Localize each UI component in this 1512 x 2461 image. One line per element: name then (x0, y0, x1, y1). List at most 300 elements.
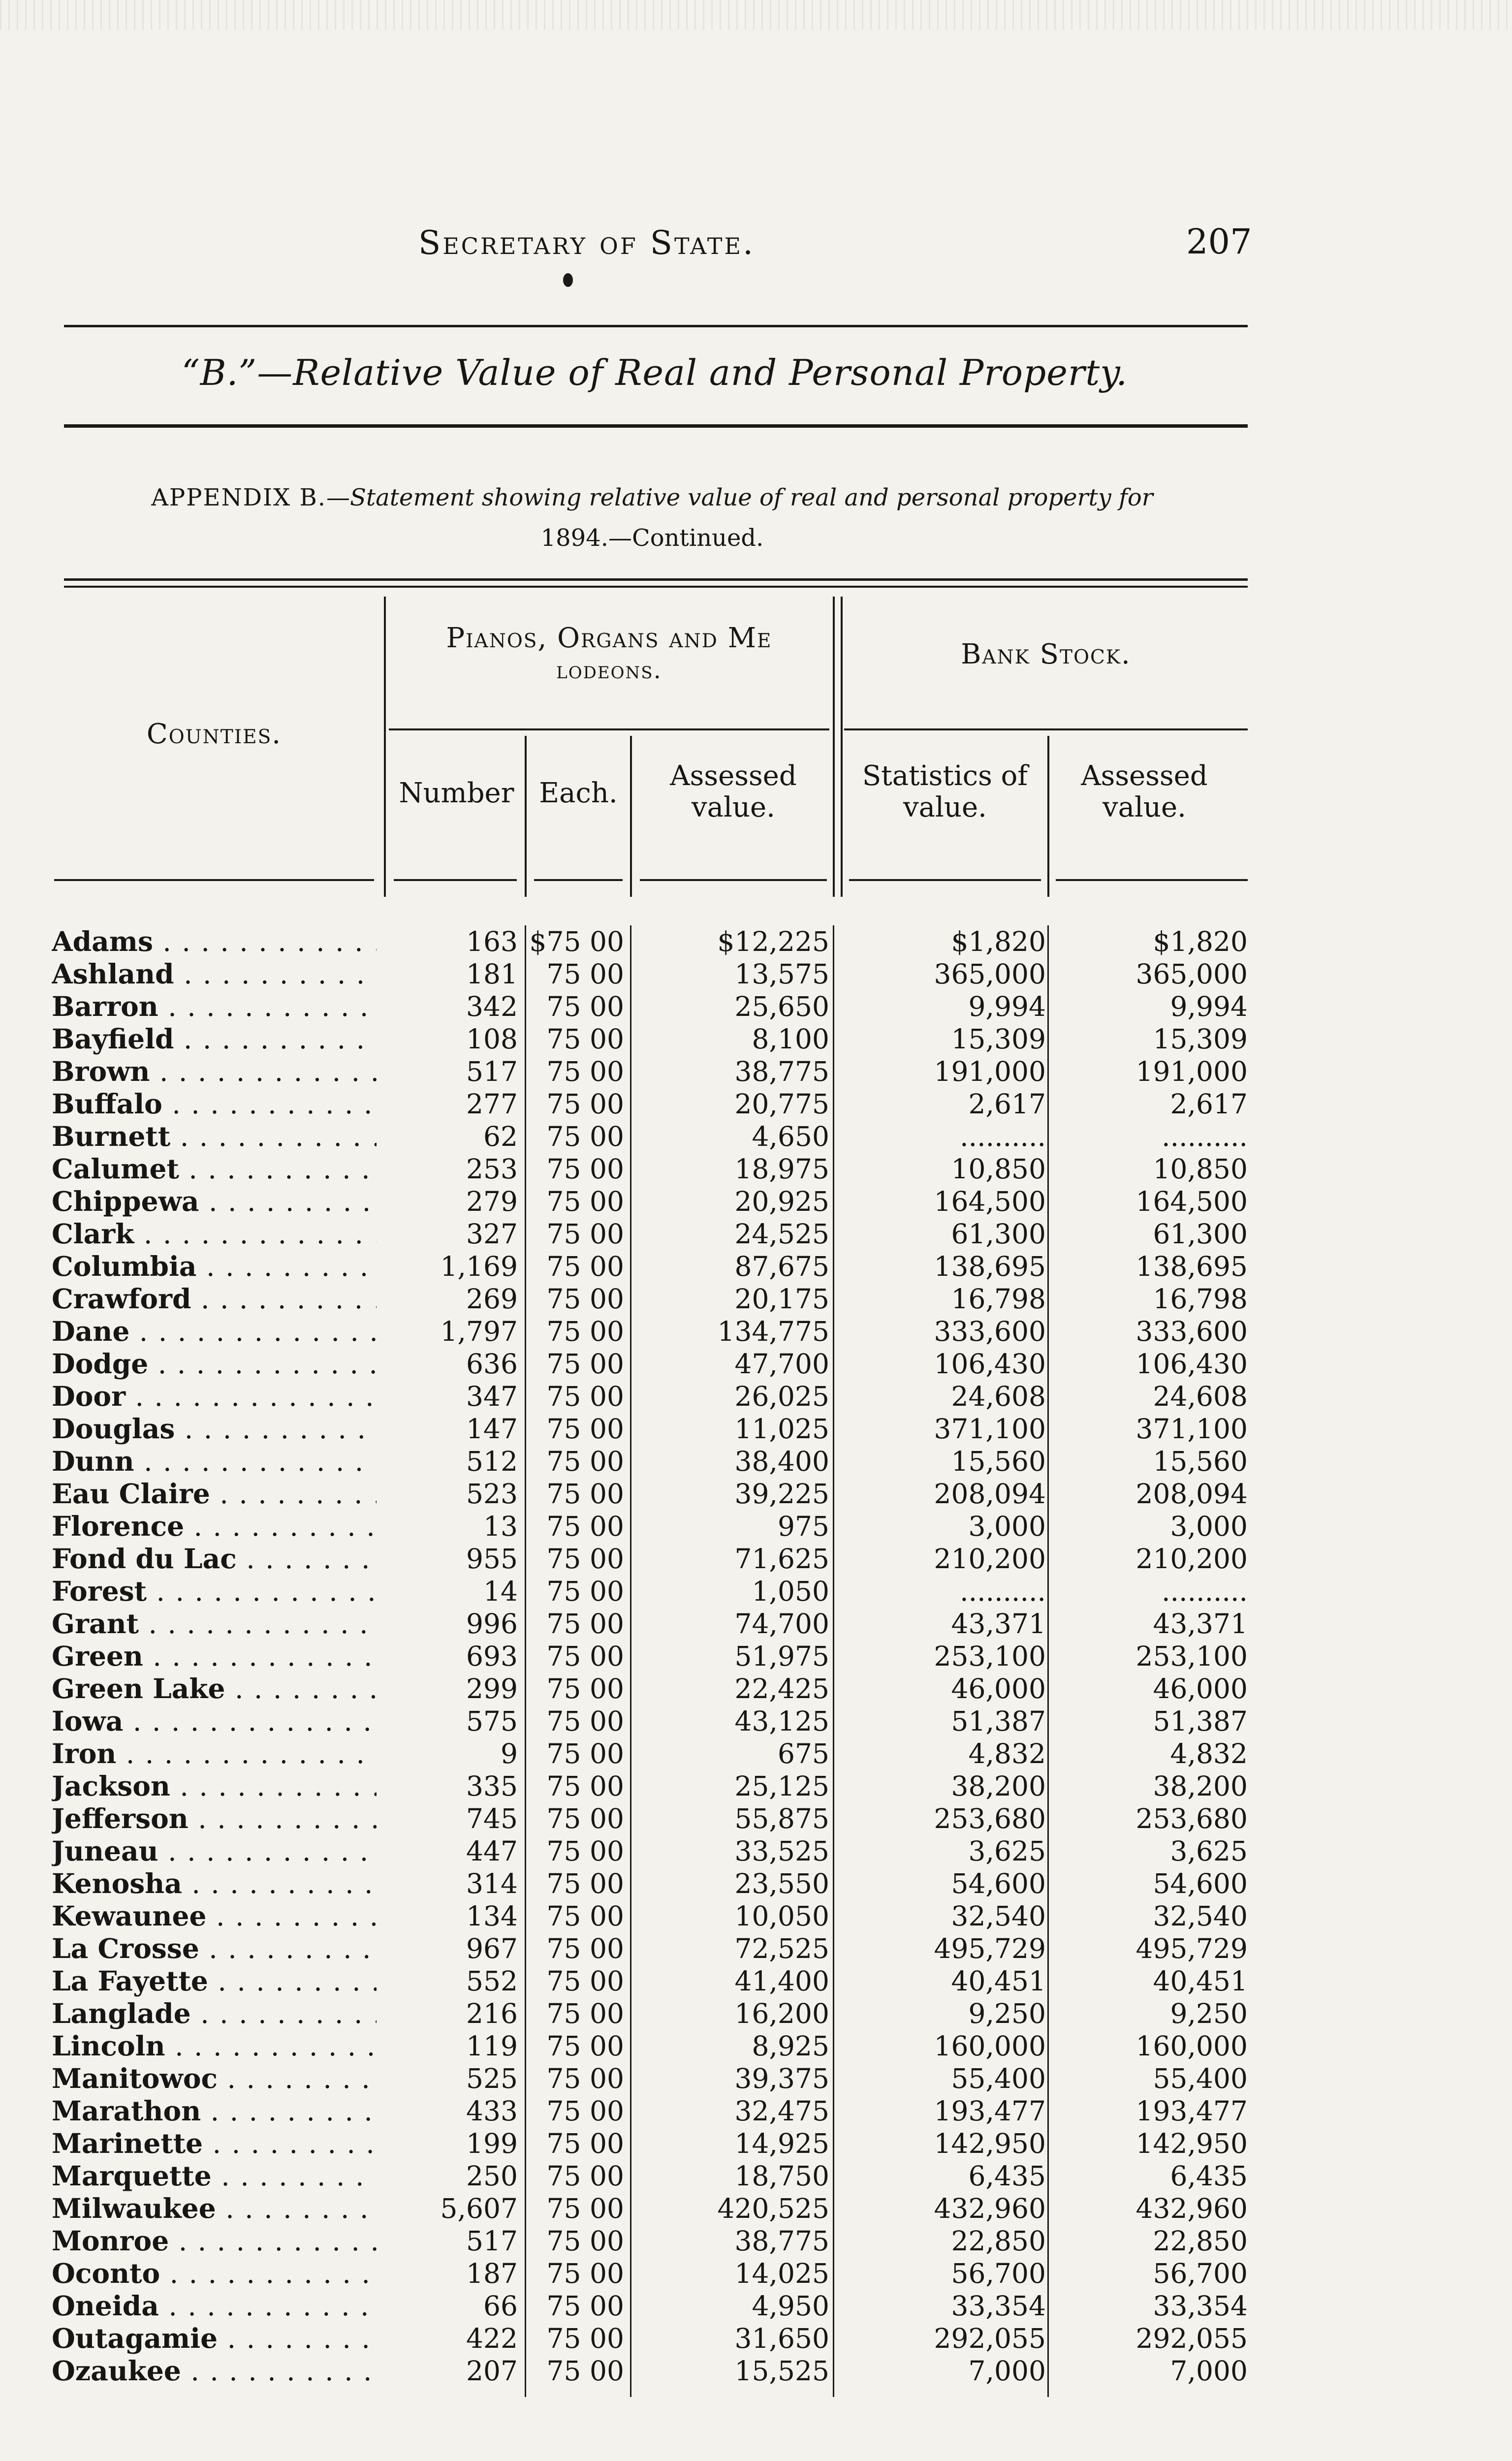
each-cell: 75 00 (546, 2095, 624, 2127)
statistics-of-value-cell: 46,000 (951, 1673, 1046, 1704)
assessed-value-cell: 87,675 (734, 1251, 829, 1282)
number-cell: 575 (466, 1705, 518, 1737)
header-each: Each. (539, 777, 618, 809)
assessed-value-cell: 1,050 (752, 1576, 829, 1607)
number-cell: 13 (483, 1511, 518, 1542)
county-cell: Oneida . . . (52, 2290, 377, 2322)
table-row (0, 1380, 1512, 1413)
statistics-of-value-cell: $1,820 (951, 926, 1046, 957)
bank-assessed-value-cell: 160,000 (1135, 2030, 1248, 2062)
table-row (0, 1510, 1512, 1543)
county-cell: Lincoln . . . (52, 2030, 377, 2062)
number-cell: 512 (466, 1446, 518, 1477)
county-cell: Columbia . . . (52, 1250, 377, 1283)
county-cell: Chippewa . . . (52, 1185, 377, 1218)
table-row (0, 1055, 1512, 1088)
assessed-value-cell: 32,475 (734, 2095, 829, 2127)
each-cell: 75 00 (546, 1023, 624, 1055)
each-cell: 75 00 (546, 1478, 624, 1510)
statistics-of-value-cell: 371,100 (934, 1413, 1046, 1445)
number-cell: 216 (466, 1998, 518, 2029)
assessed-value-cell: 18,975 (734, 1153, 829, 1185)
each-cell: 75 00 (546, 2030, 624, 2062)
number-cell: 335 (466, 1770, 518, 1802)
bank-assessed-value-cell: 292,055 (1135, 2323, 1248, 2354)
table-row (0, 2290, 1512, 2322)
assessed-value-cell: 8,925 (752, 2030, 829, 2062)
number-cell: 147 (466, 1413, 518, 1445)
county-cell: Kewaunee . . . (52, 1900, 377, 1932)
bank-assessed-value-cell: 432,960 (1135, 2193, 1248, 2224)
statistics-of-value-cell: 56,700 (951, 2258, 1046, 2289)
county-cell: Iron . . . (52, 1737, 377, 1770)
table-row (0, 2355, 1512, 2387)
table-row (0, 1802, 1512, 1835)
number-cell: 9 (501, 1738, 518, 1769)
header-assessed-value: Assessed value. (670, 760, 797, 823)
assessed-value-cell: 31,650 (734, 2323, 829, 2354)
statistics-of-value-cell: 61,300 (951, 1218, 1046, 1250)
table-row (0, 1088, 1512, 1120)
header-number: Number (399, 777, 514, 809)
statistics-of-value-cell: 193,477 (934, 2095, 1046, 2127)
assessed-value-cell: 72,525 (734, 1933, 829, 1964)
assessed-value-cell: 14,925 (734, 2128, 829, 2159)
number-cell: 693 (466, 1641, 518, 1672)
county-cell: Oconto . . . (52, 2257, 377, 2290)
statistics-of-value-cell: 3,000 (968, 1511, 1046, 1542)
table-row (0, 2127, 1512, 2160)
each-cell: 75 00 (546, 1803, 624, 1834)
number-cell: 1,797 (440, 1316, 518, 1347)
bank-assessed-value-cell: .......... (1162, 1121, 1248, 1152)
each-cell: 75 00 (546, 1543, 624, 1575)
each-cell: 75 00 (546, 2225, 624, 2257)
caption-lead: APPENDIX B. (151, 484, 326, 511)
table-row (0, 2225, 1512, 2257)
table-row (0, 1153, 1512, 1185)
each-cell: 75 00 (546, 1283, 624, 1315)
assessed-value-cell: 975 (778, 1511, 829, 1542)
statistics-of-value-cell: 7,000 (968, 2355, 1046, 2387)
each-cell: 75 00 (546, 1835, 624, 1867)
each-cell: 75 00 (546, 1576, 624, 1607)
county-cell: Manitowoc . . . (52, 2062, 377, 2095)
county-cell: Eau Claire . . . (52, 1478, 377, 1510)
statistics-of-value-cell: 164,500 (934, 1186, 1046, 1217)
bank-assessed-value-cell: 32,540 (1153, 1900, 1248, 1932)
assessed-value-cell: 22,425 (734, 1673, 829, 1704)
table-row (0, 1997, 1512, 2030)
number-cell: 745 (466, 1803, 518, 1834)
assessed-value-cell: 26,025 (734, 1381, 829, 1412)
bank-assessed-value-cell: 333,600 (1135, 1316, 1248, 1347)
statistics-of-value-cell: 292,055 (934, 2323, 1046, 2354)
number-cell: 433 (466, 2095, 518, 2127)
divider-statistics (1047, 736, 1049, 897)
number-cell: 996 (466, 1608, 518, 1640)
statistics-of-value-cell: 15,560 (951, 1446, 1046, 1477)
each-cell: 75 00 (546, 1511, 624, 1542)
assessed-value-cell: $12,225 (717, 926, 829, 957)
table-row (0, 2257, 1512, 2290)
each-cell: 75 00 (546, 1186, 624, 1217)
assessed-value-cell: 51,975 (734, 1641, 829, 1672)
table-row (0, 1867, 1512, 1900)
header-underline-statistics (849, 879, 1041, 881)
bank-assessed-value-cell: $1,820 (1153, 926, 1248, 957)
number-cell: 66 (483, 2290, 518, 2322)
county-cell: Calumet . . . (52, 1153, 377, 1185)
number-cell: 134 (466, 1900, 518, 1932)
county-cell: Marinette . . . (52, 2127, 377, 2160)
each-cell: 75 00 (546, 1705, 624, 1737)
header-underline-number (394, 879, 517, 881)
statistics-of-value-cell: 15,309 (951, 1023, 1046, 1055)
page-edge-speckle (0, 0, 1512, 30)
each-cell: 75 00 (546, 1088, 624, 1120)
caption-text: —Statement showing relative value of real and personal property for (326, 484, 1153, 511)
assessed-value-cell: 16,200 (734, 1998, 829, 2029)
county-cell: Florence . . . (52, 1510, 377, 1543)
header-counties: Counties. (146, 718, 282, 750)
title-rule-bottom (64, 424, 1248, 428)
assessed-value-cell: 420,525 (717, 2193, 829, 2224)
number-cell: 347 (466, 1381, 518, 1412)
table-row (0, 925, 1512, 958)
assessed-value-cell: 8,100 (752, 1023, 829, 1055)
running-title: Secretary of State. (418, 224, 756, 262)
assessed-value-cell: 25,650 (734, 991, 829, 1022)
header-bank-stock: Bank Stock. (961, 638, 1131, 670)
county-cell: Langlade . . . (52, 1997, 377, 2030)
county-cell: Crawford . . . (52, 1283, 377, 1315)
bank-assessed-value-cell: 24,608 (1153, 1381, 1248, 1412)
assessed-value-cell: 134,775 (717, 1316, 829, 1347)
each-cell: $75 00 (529, 926, 624, 957)
table-rule-top-2 (64, 586, 1248, 588)
county-cell: Clark . . . (52, 1218, 377, 1250)
number-cell: 636 (466, 1348, 518, 1380)
number-cell: 314 (466, 1868, 518, 1899)
bank-assessed-value-cell: 365,000 (1135, 958, 1248, 990)
number-cell: 14 (483, 1576, 518, 1607)
county-cell: Dane . . . (52, 1315, 377, 1348)
statistics-of-value-cell: 32,540 (951, 1900, 1046, 1932)
table-row (0, 1348, 1512, 1380)
statistics-of-value-cell: 142,950 (934, 2128, 1046, 2159)
each-cell: 75 00 (546, 991, 624, 1022)
table-row (0, 958, 1512, 990)
bank-assessed-value-cell: 4,832 (1170, 1738, 1248, 1769)
page-title: “B.”—Relative Value of Real and Personal Property. (181, 352, 1128, 393)
each-cell: 75 00 (546, 2355, 624, 2387)
table-row (0, 2192, 1512, 2225)
statistics-of-value-cell: 495,729 (934, 1933, 1046, 1964)
table-rule-top-1 (64, 578, 1248, 581)
header-underline-assessed (640, 879, 827, 881)
number-cell: 1,169 (440, 1251, 518, 1282)
each-cell: 75 00 (546, 1641, 624, 1672)
table-row (0, 1315, 1512, 1348)
number-cell: 163 (466, 926, 518, 957)
divider-number (525, 736, 527, 897)
county-cell: Juneau . . . (52, 1835, 377, 1867)
number-cell: 277 (466, 1088, 518, 1120)
statistics-of-value-cell: 6,435 (968, 2160, 1046, 2192)
statistics-of-value-cell: 3,625 (968, 1835, 1046, 1867)
table-row (0, 990, 1512, 1023)
bank-assessed-value-cell: 371,100 (1135, 1413, 1248, 1445)
county-cell: Ozaukee . . . (52, 2355, 377, 2387)
each-cell: 75 00 (546, 2290, 624, 2322)
number-cell: 525 (466, 2063, 518, 2094)
table-body (0, 925, 1512, 2387)
page-number: 207 (1186, 221, 1252, 262)
statistics-of-value-cell: 55,400 (951, 2063, 1046, 2094)
county-cell: Green Lake . . . (52, 1672, 377, 1705)
number-cell: 517 (466, 2225, 518, 2257)
each-cell: 75 00 (546, 2258, 624, 2289)
assessed-value-cell: 11,025 (734, 1413, 829, 1445)
table-row (0, 2030, 1512, 2062)
assessed-value-cell: 20,925 (734, 1186, 829, 1217)
statistics-of-value-cell: 10,850 (951, 1153, 1046, 1185)
county-cell: Buffalo . . . (52, 1088, 377, 1120)
divider-counties (384, 597, 386, 897)
statistics-of-value-cell: 253,680 (934, 1803, 1046, 1834)
table-row (0, 1640, 1512, 1672)
county-cell: Ashland . . . (52, 958, 377, 990)
bank-assessed-value-cell: 142,950 (1135, 2128, 1248, 2159)
assessed-value-cell: 38,400 (734, 1446, 829, 1477)
number-cell: 119 (466, 2030, 518, 2062)
each-cell: 75 00 (546, 1413, 624, 1445)
table-row (0, 1672, 1512, 1705)
statistics-of-value-cell: 16,798 (951, 1283, 1046, 1315)
assessed-value-cell: 20,775 (734, 1088, 829, 1120)
bank-assessed-value-cell: 51,387 (1153, 1705, 1248, 1737)
each-cell: 75 00 (546, 1056, 624, 1087)
assessed-value-cell: 25,125 (734, 1770, 829, 1802)
statistics-of-value-cell: .......... (960, 1576, 1046, 1607)
table-row (0, 2160, 1512, 2192)
bank-assessed-value-cell: 56,700 (1153, 2258, 1248, 2289)
each-cell: 75 00 (546, 1348, 624, 1380)
table-row (0, 1932, 1512, 1965)
table-row (0, 1835, 1512, 1867)
running-head (0, 221, 1512, 263)
statistics-of-value-cell: 51,387 (951, 1705, 1046, 1737)
number-cell: 342 (466, 991, 518, 1022)
county-cell: Barron . . . (52, 990, 377, 1023)
table-row (0, 1250, 1512, 1283)
each-cell: 75 00 (546, 958, 624, 990)
assessed-value-cell: 18,750 (734, 2160, 829, 2192)
statistics-of-value-cell: 40,451 (951, 1965, 1046, 1997)
bank-assessed-value-cell: 6,435 (1170, 2160, 1248, 2192)
bank-assessed-value-cell: 138,695 (1135, 1251, 1248, 1282)
assessed-value-cell: 74,700 (734, 1608, 829, 1640)
number-cell: 5,607 (440, 2193, 518, 2224)
table-row (0, 1543, 1512, 1575)
assessed-value-cell: 23,550 (734, 1868, 829, 1899)
each-cell: 75 00 (546, 2160, 624, 2192)
table-row (0, 1120, 1512, 1153)
number-cell: 299 (466, 1673, 518, 1704)
pianos-group-rule (389, 728, 829, 730)
county-cell: Monroe . . . (52, 2225, 377, 2257)
assessed-value-cell: 4,950 (752, 2290, 829, 2322)
each-cell: 75 00 (546, 2063, 624, 2094)
assessed-value-cell: 39,225 (734, 1478, 829, 1510)
bank-assessed-value-cell: 191,000 (1135, 1056, 1248, 1087)
number-cell: 269 (466, 1283, 518, 1315)
header-statistics-of-value: Statistics of value. (862, 760, 1028, 823)
county-cell: Grant . . . (52, 1608, 377, 1640)
bank-assessed-value-cell: 33,354 (1153, 2290, 1248, 2322)
table-row (0, 1965, 1512, 1997)
number-cell: 199 (466, 2128, 518, 2159)
bank-assessed-value-cell: 55,400 (1153, 2063, 1248, 2094)
statistics-of-value-cell: 24,608 (951, 1381, 1046, 1412)
statistics-of-value-cell: 333,600 (934, 1316, 1046, 1347)
statistics-of-value-cell: 38,200 (951, 1770, 1046, 1802)
statistics-of-value-cell: 365,000 (934, 958, 1046, 990)
county-cell: Outagamie . . . (52, 2322, 377, 2355)
assessed-value-cell: 15,525 (734, 2355, 829, 2387)
bank-assessed-value-cell: 495,729 (1135, 1933, 1248, 1964)
statistics-of-value-cell: 191,000 (934, 1056, 1046, 1087)
number-cell: 250 (466, 2160, 518, 2192)
bank-assessed-value-cell: 40,451 (1153, 1965, 1248, 1997)
each-cell: 75 00 (546, 1251, 624, 1282)
each-cell: 75 00 (546, 1673, 624, 1704)
county-cell: La Crosse . . . (52, 1932, 377, 1965)
bank-assessed-value-cell: 253,680 (1135, 1803, 1248, 1834)
bank-group-rule (844, 728, 1248, 730)
county-cell: Douglas . . . (52, 1413, 377, 1445)
caption-year: 1894.—Continued. (540, 524, 764, 552)
county-cell: Jefferson . . . (52, 1802, 377, 1835)
ink-dot-mark (563, 273, 573, 287)
assessed-value-cell: 675 (778, 1738, 829, 1769)
county-cell: La Fayette . . . (52, 1965, 377, 1997)
county-cell: Burnett . . . (52, 1120, 377, 1153)
number-cell: 207 (466, 2355, 518, 2387)
statistics-of-value-cell: 106,430 (934, 1348, 1046, 1380)
county-cell: Forest . . . (52, 1575, 377, 1608)
assessed-value-cell: 38,775 (734, 1056, 829, 1087)
county-cell: Marathon . . . (52, 2095, 377, 2127)
statistics-of-value-cell: 43,371 (951, 1608, 1046, 1640)
each-cell: 75 00 (546, 2193, 624, 2224)
assessed-value-cell: 33,525 (734, 1835, 829, 1867)
bank-assessed-value-cell: 3,625 (1170, 1835, 1248, 1867)
assessed-value-cell: 55,875 (734, 1803, 829, 1834)
number-cell: 279 (466, 1186, 518, 1217)
bank-assessed-value-cell: 38,200 (1153, 1770, 1248, 1802)
assessed-value-cell: 41,400 (734, 1965, 829, 1997)
statistics-of-value-cell: 2,617 (968, 1088, 1046, 1120)
county-cell: Dodge . . . (52, 1348, 377, 1380)
each-cell: 75 00 (546, 1446, 624, 1477)
table-row (0, 1185, 1512, 1218)
each-cell: 75 00 (546, 1608, 624, 1640)
number-cell: 108 (466, 1023, 518, 1055)
bank-assessed-value-cell: 9,250 (1170, 1998, 1248, 2029)
each-cell: 75 00 (546, 1153, 624, 1185)
each-cell: 75 00 (546, 1933, 624, 1964)
assessed-value-cell: 47,700 (734, 1348, 829, 1380)
county-cell: Adams . . . (52, 925, 377, 958)
bank-assessed-value-cell: 61,300 (1153, 1218, 1248, 1250)
number-cell: 253 (466, 1153, 518, 1185)
each-cell: 75 00 (546, 1381, 624, 1412)
number-cell: 187 (466, 2258, 518, 2289)
county-cell: Bayfield . . . (52, 1023, 377, 1055)
bank-assessed-value-cell: 43,371 (1153, 1608, 1248, 1640)
bank-assessed-value-cell: 208,094 (1135, 1478, 1248, 1510)
divider-each (630, 736, 632, 897)
bank-assessed-value-cell: 22,850 (1153, 2225, 1248, 2257)
bank-assessed-value-cell: 54,600 (1153, 1868, 1248, 1899)
statistics-of-value-cell: 210,200 (934, 1543, 1046, 1575)
county-cell: Milwaukee . . . (52, 2192, 377, 2225)
bank-assessed-value-cell: 16,798 (1153, 1283, 1248, 1315)
bank-assessed-value-cell: .......... (1162, 1576, 1248, 1607)
bank-assessed-value-cell: 3,000 (1170, 1511, 1248, 1542)
statistics-of-value-cell: 160,000 (934, 2030, 1046, 2062)
statistics-of-value-cell: 9,994 (968, 991, 1046, 1022)
table-row (0, 1575, 1512, 1608)
assessed-value-cell: 39,375 (734, 2063, 829, 2094)
table-row (0, 1770, 1512, 1802)
each-cell: 75 00 (546, 2323, 624, 2354)
each-cell: 75 00 (546, 1738, 624, 1769)
table-row (0, 1413, 1512, 1445)
each-cell: 75 00 (546, 1868, 624, 1899)
table-row (0, 2322, 1512, 2355)
bank-assessed-value-cell: 15,309 (1153, 1023, 1248, 1055)
statistics-of-value-cell: 9,250 (968, 1998, 1046, 2029)
county-cell: Green . . . (52, 1640, 377, 1672)
statistics-of-value-cell: 54,600 (951, 1868, 1046, 1899)
statistics-of-value-cell: 253,100 (934, 1641, 1046, 1672)
each-cell: 75 00 (546, 1218, 624, 1250)
table-row (0, 2095, 1512, 2127)
statistics-of-value-cell: 33,354 (951, 2290, 1046, 2322)
assessed-value-cell: 4,650 (752, 1121, 829, 1152)
header-underline-counties (54, 879, 374, 881)
county-cell: Brown . . . (52, 1055, 377, 1088)
statistics-of-value-cell: 432,960 (934, 2193, 1046, 2224)
bank-assessed-value-cell: 164,500 (1135, 1186, 1248, 1217)
each-cell: 75 00 (546, 2128, 624, 2159)
county-cell: Dunn . . . (52, 1445, 377, 1478)
bank-assessed-value-cell: 10,850 (1153, 1153, 1248, 1185)
header-underline-each (534, 879, 623, 881)
each-cell: 75 00 (546, 1770, 624, 1802)
table-row (0, 1478, 1512, 1510)
county-cell: Kenosha . . . (52, 1867, 377, 1900)
table-row (0, 2062, 1512, 2095)
header-pianos-group-line2: lodeons. (556, 657, 662, 684)
header-pianos-group-line1: Pianos, Organs and Me (446, 622, 772, 654)
county-cell: Iowa . . . (52, 1705, 377, 1737)
number-cell: 62 (483, 1121, 518, 1152)
table-row (0, 1218, 1512, 1250)
